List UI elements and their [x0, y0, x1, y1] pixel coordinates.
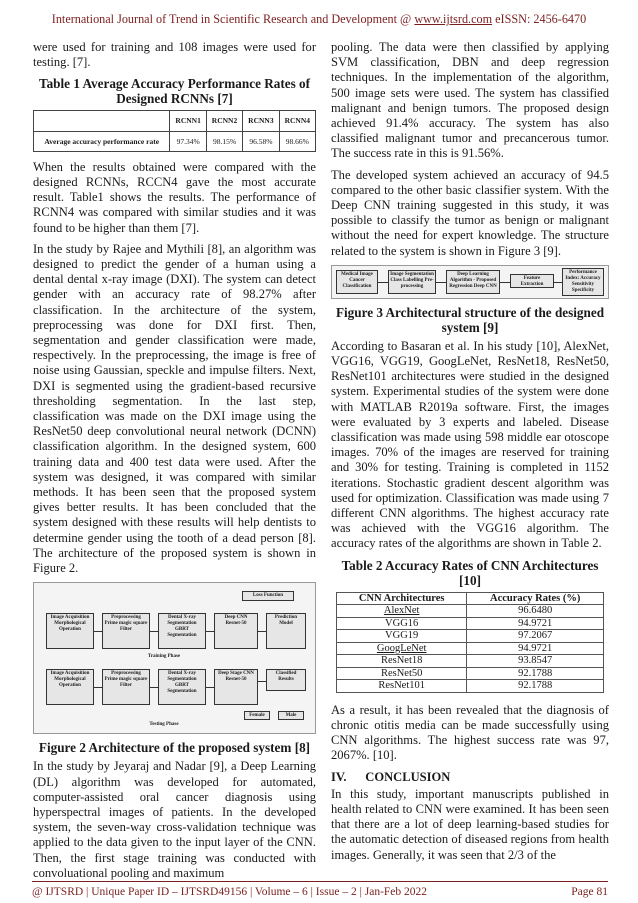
table2-cell: GoogLeNet	[337, 642, 467, 655]
fig2-arrow	[150, 631, 158, 632]
fig3-box: Image Segmentation Class Labelling Pre-processing	[388, 270, 436, 294]
paragraph: When the results obtained were compared with the designed RCNNs, RCCN4 gave the most accurate result. Table1 shows the results. The performance of RCNN4 was compared with similar studies and it was found to be higher than them [7].	[33, 159, 316, 235]
fig2-arrow	[206, 687, 214, 688]
fig2-classified-box: Classified Results	[266, 669, 306, 691]
table1-cell: 98.15%	[206, 131, 242, 151]
figure2-caption: Figure 2 Architecture of the proposed system [8]	[38, 740, 311, 756]
right-column	[331, 40, 609, 869]
table1-header: RCNN1	[170, 111, 206, 131]
table1-cell: Average accuracy performance rate	[34, 131, 170, 151]
table2-cell: 97.2067	[467, 630, 604, 643]
fig2-box: Deep CNN Resnet-50	[214, 613, 258, 649]
table2-cell: 92.1788	[467, 680, 604, 693]
table2-cell: 94.9721	[467, 642, 604, 655]
table2-cell: ResNet101	[337, 680, 467, 693]
fig2-box: Preprocessing Prime magic square Filter	[102, 613, 150, 649]
page-number: Page 81	[571, 886, 608, 898]
fig3-box: Deep Learning Algorithm - Proposed Regression Deep CNN	[446, 270, 500, 294]
fig3-arrow	[378, 282, 388, 283]
table2-cell: 96.6480	[467, 605, 604, 618]
table1-header: RCNN4	[279, 111, 315, 131]
left-column	[33, 40, 316, 887]
figure3-diagram	[331, 265, 609, 299]
fig3-arrow	[554, 282, 562, 283]
paragraph: pooling. The data were then classified by applying SVM classification, DBN and deep regression techniques. In the implementation of the algorithm, 500 image sets were used. The system has classified malignant and benign tumors. The proposed design achieved 91.4% accuracy. The system has also classified malignant tumor and precancerous tumor. The success rate in this is 91.56%.	[331, 40, 609, 161]
fig2-arrow	[258, 631, 266, 632]
fig3-arrow	[500, 282, 510, 283]
fig3-box: Medical Image Cancer Classification	[336, 270, 378, 294]
table2-caption: Table 2 Accuracy Rates of CNN Architectures [10]	[341, 557, 599, 588]
fig2-box: Dental X-ray Segmentation GBRT Segmentation	[158, 669, 206, 705]
fig2-prediction-box: Prediction Model	[266, 613, 306, 649]
table1-cell: 98.66%	[279, 131, 315, 151]
fig2-male-box: Male	[278, 711, 304, 720]
table1-cell: 96.58%	[243, 131, 279, 151]
table2-cell: VGG16	[337, 617, 467, 630]
fig3-box: Feature Extraction	[510, 274, 554, 288]
fig2-arrow	[206, 631, 214, 632]
header-text: International Journal of Trend in Scientific Research and Development @	[51, 12, 415, 26]
table2	[336, 592, 604, 693]
fig2-box: Deep Stage CNN Resnet-50	[214, 669, 258, 705]
section-heading	[331, 770, 609, 785]
fig2-box: Dental X-ray Segmentation GBRT Segmentation	[158, 613, 206, 649]
page-footer	[32, 881, 608, 898]
journal-link[interactable]: www.ijtsrd.com	[414, 12, 493, 26]
paragraph: In the study by Jeyaraj and Nadar [9], a Deep Learning (DL) algorithm was developed for automated, computer-assisted oral cancer diagnosis using hyperspectral images of patients. In the developed system, the seven-way cross-validation technique was applied to the data given to the input layer of the CNN. Then, the first stage training was conducted with convoluational pooling and maximum	[33, 759, 316, 880]
table-row	[337, 642, 604, 655]
paragraph: According to Basaran et al. In his study [10], AlexNet, VGG16, VGG19, GoogLeNet, ResNet18, ResNet50, ResNet101 architectures were studied in the designed system. Experimental studies of the system were done with MATLAB R2019a software. First, the images were evaluated by 3 experts and labeled. Disease classification was made using 598 middle ear otoscope images. 70% of the images are reserved for training and 30% for testing. Training is completed in 1152 iterations. Stochastic gradient descent algorithm was used for optimization. Classification was made using 7 different CNN algorithms. The highest accuracy rate was achieved with the VGG16 algorithm. The accuracy rates of the algorithms are shown in Table 2.	[331, 338, 609, 551]
figure3-caption: Figure 3 Architectural structure of the designed system [9]	[335, 304, 605, 335]
paragraph: were used for training and 108 images were used for testing. [7].	[33, 40, 316, 70]
table-row	[337, 630, 604, 643]
fig2-female-box: Female	[244, 711, 270, 720]
table-row	[337, 617, 604, 630]
fig3-arrow	[436, 282, 446, 283]
header-issn: eISSN: 2456-6470	[492, 12, 587, 26]
fig2-box: Preprocessing Prime magic square Filter	[102, 669, 150, 705]
fig2-arrow	[150, 687, 158, 688]
table1-header: RCNN3	[243, 111, 279, 131]
table1-header: RCNN2	[206, 111, 242, 131]
table2-cell: 94.9721	[467, 617, 604, 630]
section-title: CONCLUSION	[365, 769, 451, 784]
fig2-arrow	[94, 631, 102, 632]
paragraph: The developed system achieved an accuracy of 94.5 compared to the other basic classifier system. With the Deep CNN training suggested in this study, it was possible to classify the tumor as benign or malignant without the need for expert knowledge. The structure related to the system is shown in Figure 3 [9].	[331, 167, 609, 258]
table2-cell: 92.1788	[467, 667, 604, 680]
table-row	[337, 680, 604, 693]
fig2-arrow	[258, 681, 266, 682]
table2-cell: 93.8547	[467, 655, 604, 668]
fig2-box: Image Acquisition Morphological Operation	[46, 669, 94, 705]
fig2-box: Image Acquisition Morphological Operation	[46, 613, 94, 649]
fig2-training-label: Training Phase	[147, 654, 181, 660]
table1-cell: 97.34%	[170, 131, 206, 151]
table-row	[337, 605, 604, 618]
table-row	[337, 667, 604, 680]
footer-info: @ IJTSRD | Unique Paper ID – IJTSRD49156 | Volume – 6 | Issue – 2 | Jan-Feb 2022	[32, 886, 428, 898]
table2-cell: ResNet50	[337, 667, 467, 680]
table1-header	[34, 111, 170, 131]
table2-cell: AlexNet	[337, 605, 467, 618]
section-number: IV.	[331, 769, 347, 784]
fig2-arrow	[94, 687, 102, 688]
fig3-box: Performance Index: Accuracy Sensitivity Specificity	[562, 268, 604, 296]
paragraph: As a result, it has been revealed that the diagnosis of chronic otitis media can be made successfully using CNN algorithms. The highest success rate was 97, 2067%. [10].	[331, 702, 609, 763]
table2-header: Accuracy Rates (%)	[467, 592, 604, 605]
fig2-loss-box: Loss Function	[242, 591, 294, 601]
table2-header: CNN Architectures	[337, 592, 467, 605]
paragraph: In this study, important manuscripts published in health related to CNN were examined. It has been seen that there are a lot of deep learning-based studies for the automatic detection of diseased regions from health images. Generally, it was seen that 2/3 of the	[331, 786, 609, 862]
paragraph: In the study by Rajee and Mythili [8], an algorithm was designed to predict the gender of a human using a dental dental x-ray image (DXI). The system can detect gender with an accuracy rate of 98.27% after classification. In the architecture of the system, preprocessing was done for DXI first. Then, segmentation and gender classification were made, respectively. In the preprocessing, the image is free of noise using Gaussian, speckle and impulse filters. Next, DXI is segmented using the gradient-based recursive thresholding segmentation. In the last step, classification was made on the DXI image using the ResNet50 deep convolutional neural network (DCNN) classification algorithm. In the designed system, 600 training data and 400 test data were used. After the system was designed, it was compared with similar methods. It has been seen that the proposed system gives better results. It has been concluded that the system designed with these results will help dentists to determine gender using the tooth of a dead person [8]. The architecture of the proposed system is shown in Figure 2.	[33, 241, 316, 576]
fig2-testing-label: Testing Phase	[149, 722, 179, 728]
running-header	[0, 12, 638, 27]
table1	[33, 110, 316, 151]
table-row	[337, 655, 604, 668]
table2-cell: ResNet18	[337, 655, 467, 668]
table2-cell: VGG19	[337, 630, 467, 643]
table1-caption: Table 1 Average Accuracy Performance Rates of Designed RCNNs [7]	[39, 76, 310, 107]
figure2-diagram	[33, 582, 316, 734]
